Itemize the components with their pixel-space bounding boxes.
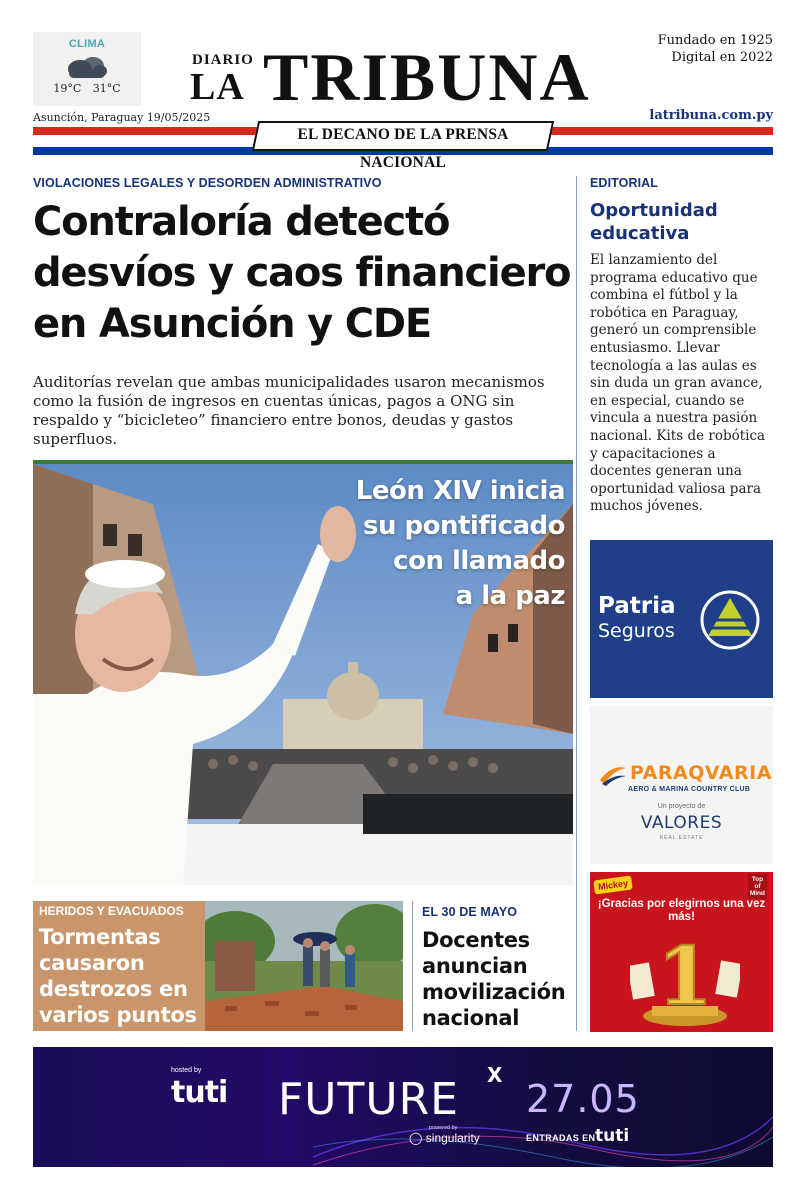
mickey-message: ¡Gracias por elegirnos una vez más! — [597, 898, 766, 923]
editorial-title[interactable]: Oportunidad educativa — [590, 200, 718, 244]
cloud-icon — [63, 54, 111, 80]
singularity-name: singularity — [425, 1131, 480, 1145]
paraqvaria-name: PARAQVARIA — [630, 762, 772, 784]
sidebar-divider — [576, 176, 577, 1031]
dateline: Asunción, Paraguay 19/05/2025 — [33, 111, 211, 124]
plane-swoosh-icon — [598, 758, 628, 788]
storms-photo — [205, 901, 403, 1031]
pope-caption-line: con llamado — [393, 546, 565, 576]
storm-damage-image — [205, 901, 403, 1031]
tuti-ticket-logo: tuti — [595, 1126, 630, 1146]
patria-seguros-ad[interactable] — [590, 540, 773, 698]
paraqvaria-project-label: Un proyecto de — [657, 803, 706, 810]
masthead-article: LA — [190, 66, 245, 108]
teachers-story-headline[interactable]: Docentes anuncian movilización nacional — [422, 928, 566, 1030]
future-event-title: FUTURE — [278, 1074, 459, 1125]
pope-caption-line: a la paz — [455, 581, 565, 611]
patria-ad-sub: Seguros — [598, 620, 675, 642]
valores-sub: REAL ESTATE — [659, 835, 704, 841]
founded-info — [658, 32, 773, 66]
slogan-text: EL DECANO DE LA PRENSA NACIONAL — [297, 126, 509, 171]
editorial-kicker: EDITORIAL — [590, 176, 659, 190]
editorial-body: El lanzamiento del programa educativo que combina el fútbol y la robótica en Paraguay, generó un comprensible entusiasmo. Llevar tecnología a las aulas es sin duda un gran avance, en especial, cuando se vincula a nuestra pasión nacional. Kits de robótica y capacitaciones a docentes generan una oportunidad valiosa para muchos jóvenes. — [590, 252, 766, 515]
flag-band — [33, 126, 773, 171]
masthead-name: TRIBUNA — [263, 39, 591, 115]
patria-logo-icon — [700, 590, 760, 650]
storms-story-headline[interactable]: Tormentas causaron destrozos en varios puntos — [39, 925, 197, 1027]
mickey-ad[interactable] — [590, 872, 773, 1032]
event-date: 27.05 — [526, 1077, 640, 1121]
trophy-rank-number: 1 — [657, 929, 713, 1023]
masthead-logo[interactable] — [190, 39, 630, 115]
powered-by-label: powered by — [429, 1125, 458, 1131]
min-temperature: 19°C — [53, 82, 82, 95]
storms-story[interactable] — [33, 901, 403, 1031]
site-url-link[interactable]: latribuna.com.py — [649, 108, 773, 123]
pope-photo-story[interactable] — [33, 464, 573, 885]
digital-year: Digital en 2022 — [671, 50, 773, 65]
founded-year: Fundado en 1925 — [657, 33, 773, 48]
patria-ad-name: Patria — [598, 593, 676, 619]
teachers-story-kicker: EL 30 DE MAYO — [422, 905, 518, 919]
top-of-mind-line: Mind — [749, 890, 765, 897]
paraqvaria-ad[interactable] — [590, 706, 773, 864]
mickey-brand-logo: Mickey — [593, 875, 633, 894]
pope-caption-line: León XIV inicia — [355, 476, 565, 506]
hosted-by-label: hosted by — [171, 1067, 202, 1074]
trophy-number-one-icon — [630, 924, 740, 1029]
weather-label: CLIMA — [68, 38, 106, 50]
future-x-banner-ad[interactable] — [33, 1047, 773, 1167]
top-of-mind-line: Top — [751, 876, 764, 883]
weather-widget — [33, 32, 141, 106]
max-temperature: 31°C — [92, 82, 121, 95]
singularity-sponsor-logo — [409, 1131, 480, 1145]
tickets-label: ENTRADAS EN — [526, 1133, 596, 1143]
top-of-mind-badge — [748, 874, 767, 899]
tuti-host-logo: tuti — [171, 1075, 228, 1110]
top-of-mind-line: of — [754, 883, 761, 890]
column-divider — [412, 901, 413, 1031]
main-story-kicker: VIOLACIONES LEGALES Y DESORDEN ADMINISTRATIVO — [33, 176, 382, 190]
pope-story-caption — [356, 474, 565, 614]
singularity-icon: ◯ — [409, 1131, 423, 1145]
main-story-headline[interactable]: Contraloría detectó desvíos y caos financiero en Asunción y CDE — [33, 199, 571, 347]
main-story-dek: Auditorías revelan que ambas municipalidades usaron mecanismos como la fusión de ingresos en cuentas únicas, pagos a ONG sin respaldo y “bicicleteo” financiero entre bonos, deudas y gastos superfluos. — [33, 373, 545, 448]
valores-logo: VALORES — [640, 813, 723, 833]
future-event-suffix: X — [487, 1063, 503, 1087]
masthead-pre-title: DIARIO — [192, 52, 254, 68]
paraqvaria-sub: AERO & MARINA COUNTRY CLUB — [628, 786, 751, 793]
pope-caption-line: su pontificado — [362, 511, 565, 541]
storms-story-kicker: HERIDOS Y EVACUADOS — [39, 904, 184, 918]
